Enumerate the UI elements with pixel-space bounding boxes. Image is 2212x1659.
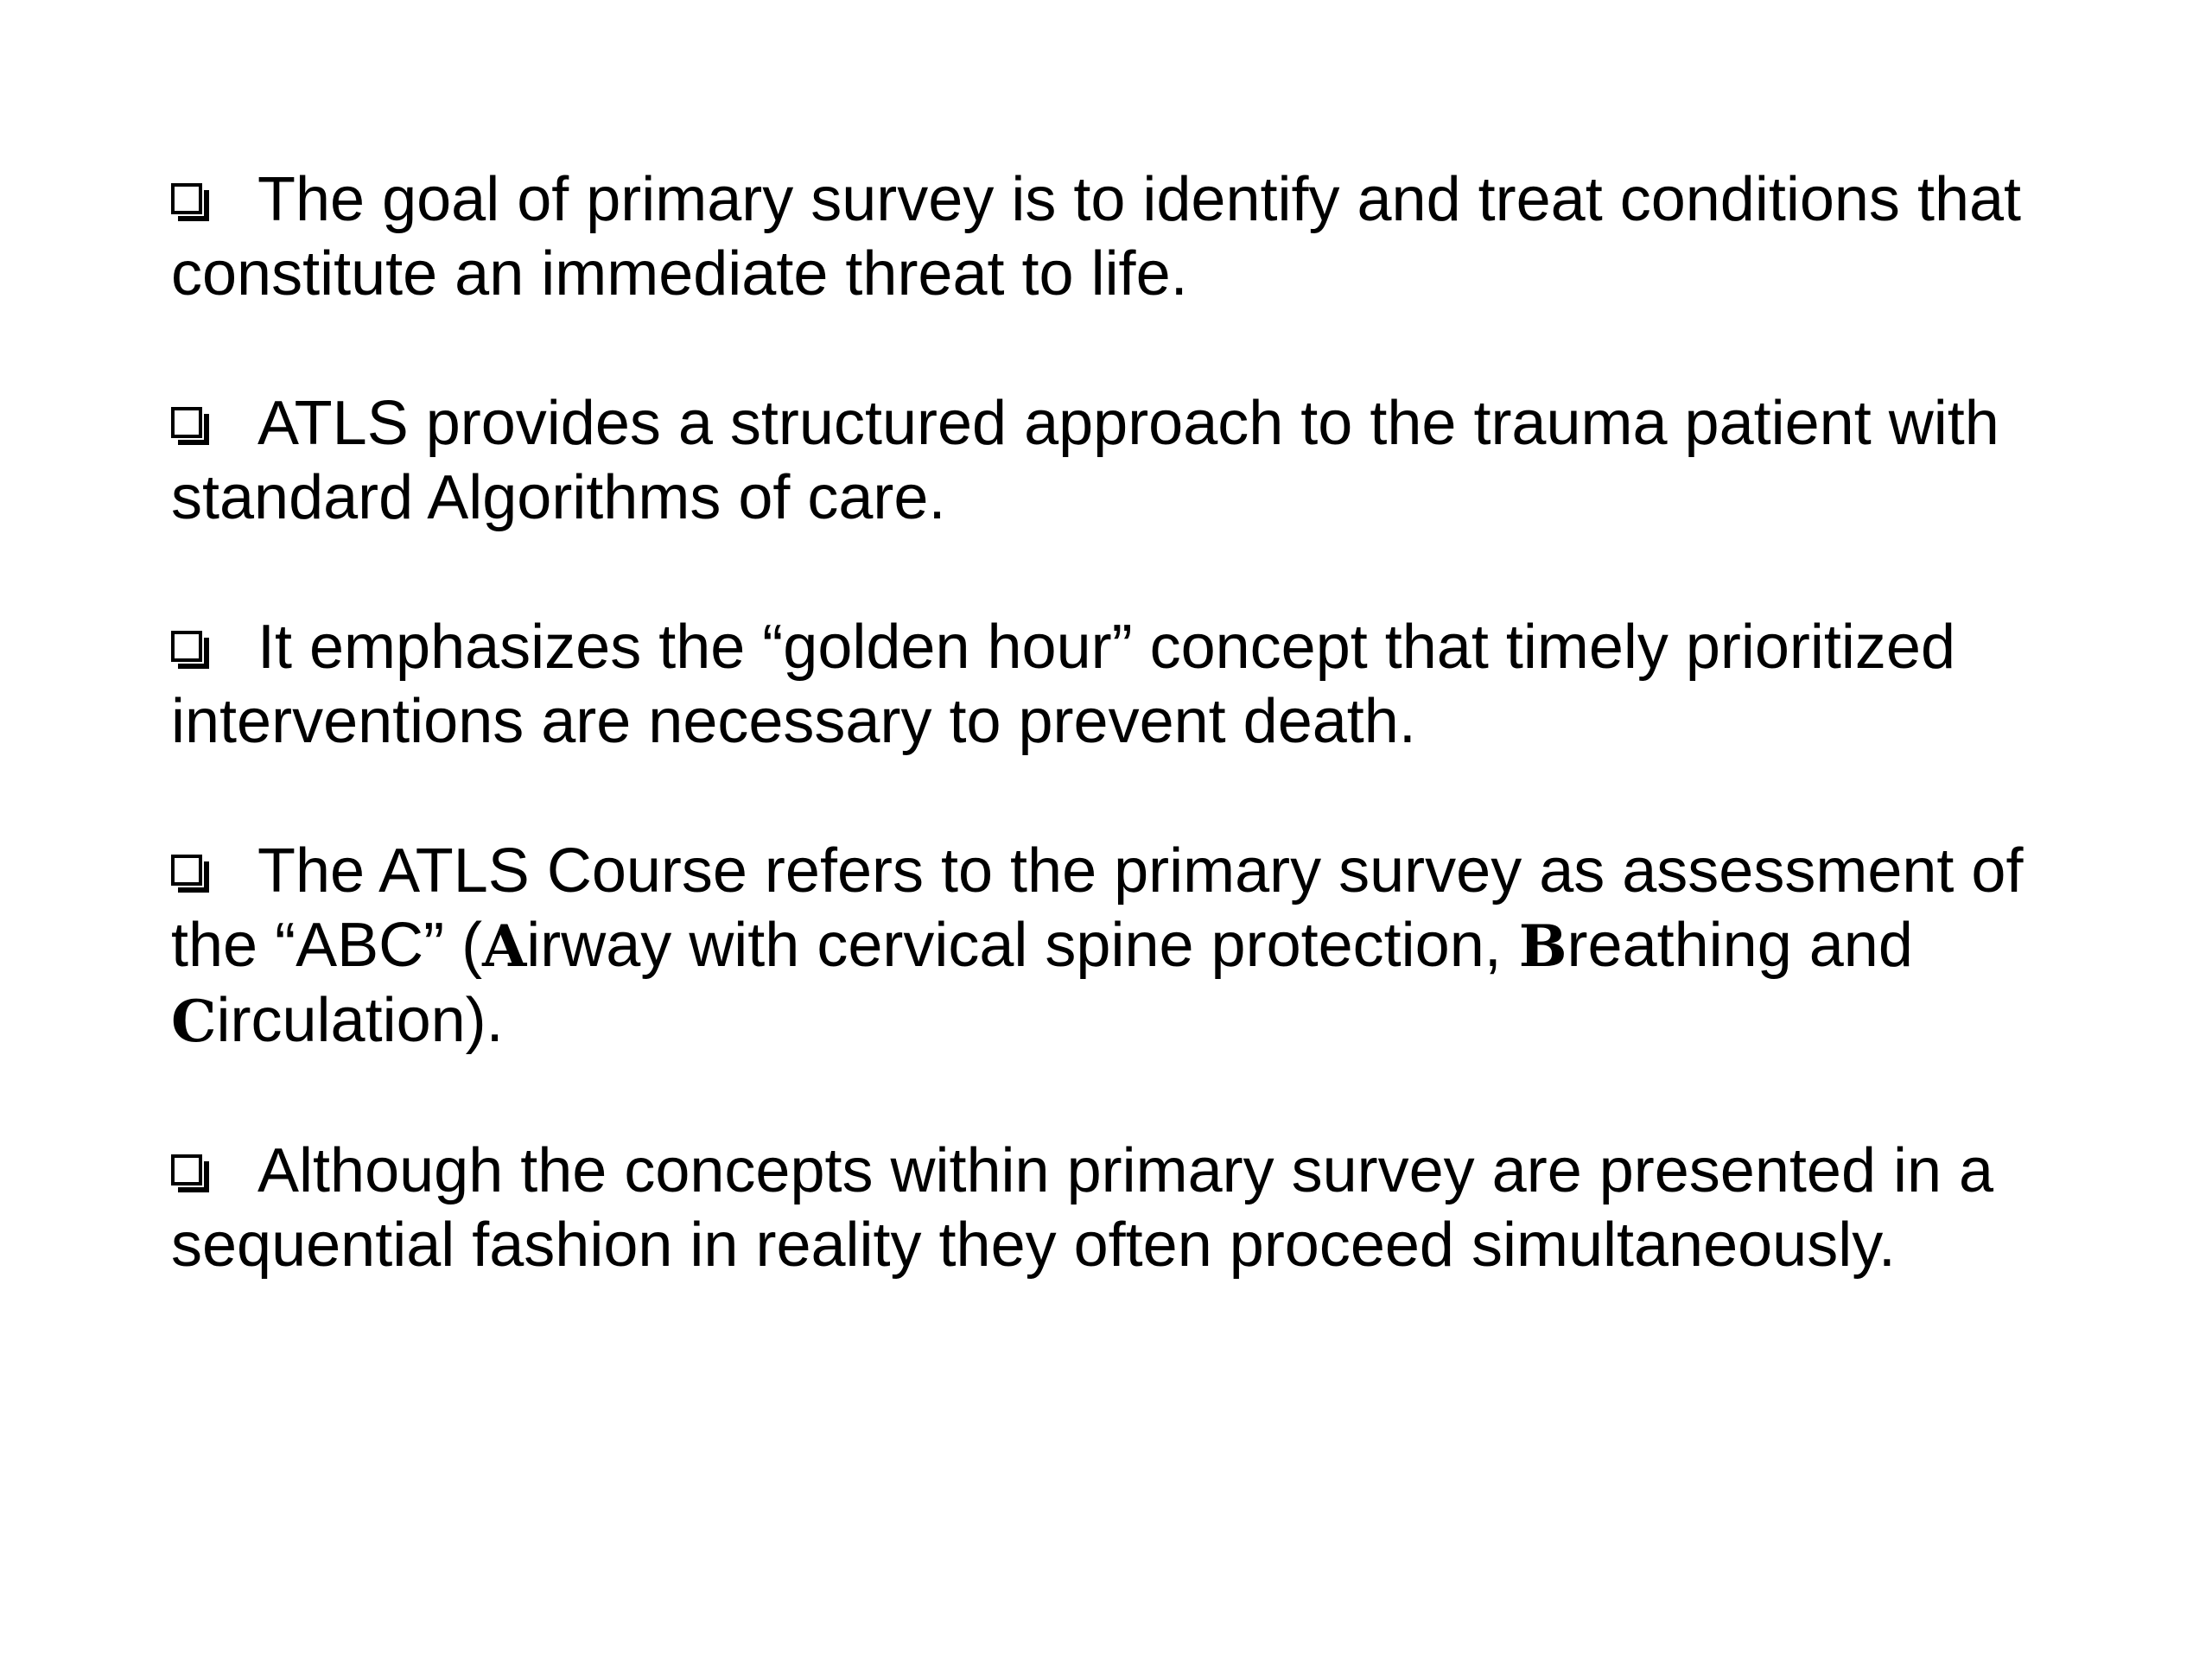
bullet-text: The goal of primary survey is to identify and treat conditions that constitute an immediate threat to life. — [171, 165, 2022, 308]
bullet-text-part: irway with cervical spine protection, — [526, 911, 1519, 980]
checkbox-square-icon — [171, 631, 209, 669]
bullet-text: It emphasizes the “golden hour” concept that timely prioritized interventions are necessary to prevent death. — [171, 613, 1955, 756]
bullet-item-sequential — [171, 1134, 2055, 1282]
bullet-text-part: irculation). — [216, 986, 504, 1055]
bullet-item-abc — [171, 834, 2055, 1058]
bullet-item-atls-approach — [171, 386, 2055, 535]
abc-letter-c: C — [171, 988, 217, 1055]
bullet-text-part: The ATLS Course refers to the primary survey as assessment of the “ABC” ( — [171, 836, 2024, 980]
checkbox-square-icon — [171, 183, 209, 221]
checkbox-square-icon — [171, 407, 209, 445]
abc-letter-a: A — [482, 912, 527, 980]
abc-letter-b: B — [1518, 912, 1567, 980]
bullet-list — [171, 162, 2055, 1282]
bullet-text: Although the concepts within primary survey are presented in a sequential fashion in reality they often proceed simultaneously. — [171, 1136, 1994, 1280]
bullet-text: ATLS provides a structured approach to the trauma patient with standard Algorithms of care. — [171, 389, 1999, 532]
bullet-item-goal — [171, 162, 2055, 311]
checkbox-square-icon — [171, 855, 209, 893]
checkbox-square-icon — [171, 1154, 209, 1192]
bullet-text-part: reathing and — [1567, 911, 1913, 980]
bullet-item-golden-hour — [171, 610, 2055, 759]
